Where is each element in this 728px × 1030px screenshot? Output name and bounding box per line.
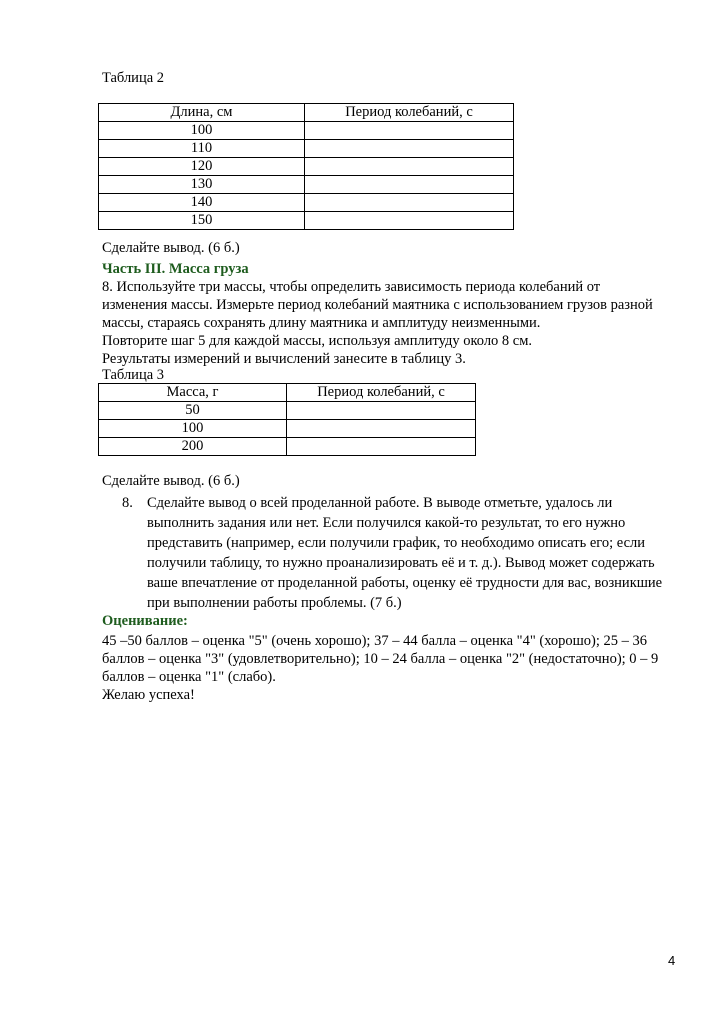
period-cell (305, 194, 514, 212)
page-number: 4 (668, 953, 676, 968)
table-row (99, 194, 514, 212)
item-text-line: Сделайте вывод о всей проделанной работе. В выводе отметьте, удалось ли (147, 495, 613, 511)
table-row (99, 402, 476, 420)
grading-text-line: баллов – оценка "3" (удовлетворительно); 10 – 24 балла – оценка "2" (недостаточно); 0 – 9 (102, 651, 659, 667)
length-cell: 110 (99, 140, 305, 158)
closing-text: Желаю успеха! (102, 687, 195, 703)
item-text-line: получили таблицу, то нужно проанализировать её и т. д.). Вывод может содержать (147, 555, 655, 571)
table-row (99, 420, 476, 438)
conclusion-prompt-2: Сделайте вывод. (6 б.) (102, 473, 240, 489)
period-cell (305, 176, 514, 194)
column-header-period: Период колебаний, с (305, 104, 514, 122)
grading-text-line: 45 –50 баллов – оценка "5" (очень хорошо); 37 – 44 балла – оценка "4" (хорошо); 25 – 36 (102, 633, 648, 649)
table-row (99, 438, 476, 456)
item-text-line: представить (например, если получили график, то необходимо описать его; если (147, 535, 646, 551)
mass-cell: 200 (99, 438, 287, 456)
period-cell (305, 212, 514, 230)
column-header-length: Длина, см (99, 104, 305, 122)
period-cell (287, 420, 476, 438)
item-text-line: ваше впечатление от проделанной работы, оценку её трудности для вас, возникшие (147, 575, 663, 591)
table-row (99, 140, 514, 158)
item-text-line: при выполнении работы проблемы. (7 б.) (147, 595, 402, 611)
length-cell: 120 (99, 158, 305, 176)
period-cell (305, 158, 514, 176)
grading-heading: Оценивание: (102, 613, 188, 629)
table-row (99, 212, 514, 230)
length-cell: 130 (99, 176, 305, 194)
part3-heading: Часть III. Масса груза (102, 261, 249, 277)
table-2 (98, 103, 514, 230)
column-header-mass: Масса, г (99, 384, 287, 402)
part3-text-line: изменения массы. Измерьте период колебаний маятника с использованием грузов разной (102, 297, 653, 313)
conclusion-prompt-1: Сделайте вывод. (6 б.) (102, 240, 240, 256)
table2-caption: Таблица 2 (102, 70, 165, 86)
part3-text-line: массы, стараясь сохранять длину маятника и амплитуду неизменными. (102, 315, 541, 331)
table-row (99, 122, 514, 140)
part3-text-line: Результаты измерений и вычислений занесите в таблицу 3. (102, 351, 466, 367)
period-cell (305, 122, 514, 140)
mass-cell: 100 (99, 420, 287, 438)
part3-text-line: Повторите шаг 5 для каждой массы, используя амплитуду около 8 см. (102, 333, 533, 349)
table-header-row (99, 384, 476, 402)
length-cell: 150 (99, 212, 305, 230)
table-header-row (99, 104, 514, 122)
table-3 (98, 383, 476, 456)
period-cell (305, 140, 514, 158)
table3-caption: Таблица 3 (102, 367, 165, 383)
table-row (99, 176, 514, 194)
period-cell (287, 438, 476, 456)
period-cell (287, 402, 476, 420)
length-cell: 100 (99, 122, 305, 140)
mass-cell: 50 (99, 402, 287, 420)
length-cell: 140 (99, 194, 305, 212)
part3-text-line: 8. Используйте три массы, чтобы определить зависимость периода колебаний от (102, 279, 601, 295)
grading-text-line: баллов – оценка "1" (слабо). (102, 669, 276, 685)
item-number: 8. (122, 495, 133, 511)
table-row (99, 158, 514, 176)
item-text-line: выполнить задания или нет. Если получился какой-то результат, то его нужно (147, 515, 626, 531)
item-text (147, 493, 707, 613)
column-header-period: Период колебаний, с (287, 384, 476, 402)
